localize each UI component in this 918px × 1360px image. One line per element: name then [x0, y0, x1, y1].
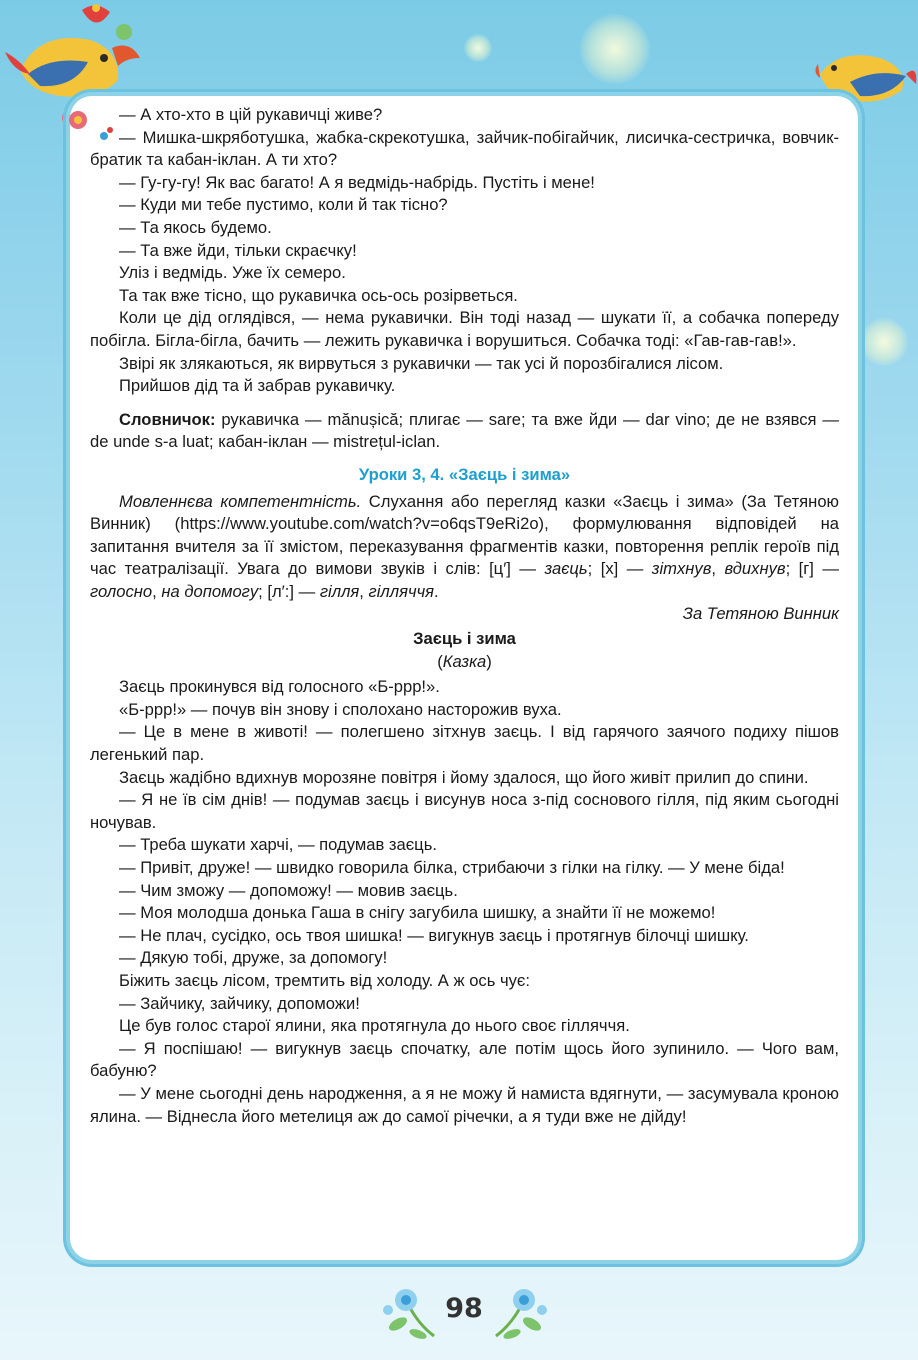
paragraph: — Моя молодша донька Гаша в снігу загубила шишку, а знайти її не можемо!	[119, 903, 716, 923]
lesson-heading: Уроки 3, 4. «Заєць і зима»	[358, 464, 571, 484]
paragraph: Прийшов дід та й забрав рукавичку.	[119, 376, 396, 396]
competence-text: .	[434, 581, 439, 601]
example-word: вдихнув	[724, 559, 786, 579]
competence-text: ,	[359, 581, 369, 601]
floral-ornament-right	[490, 1284, 552, 1346]
competence-text: ; [л′:] —	[258, 581, 320, 601]
paragraph: Це був голос старої ялини, яка протягнула до нього своє гілляччя.	[119, 1016, 630, 1036]
competence-text: ; [х] —	[587, 559, 652, 579]
page-number: 98	[445, 1293, 483, 1324]
paragraph: Звірі як злякаються, як вирвуться з рукавички — так усі й порозбігалися лісом.	[119, 353, 724, 373]
paragraph: Заєць жадібно вдихнув морозяне повітря і йому здалося, що його живіт прилип до спини.	[119, 767, 809, 787]
background-sparkle	[580, 14, 650, 84]
paren: (	[437, 651, 443, 671]
example-word: зітхнув	[651, 559, 712, 579]
paragraph: — Це в мене в животі! — полегшено зітхнув заєць. І від гарячого заячого подиху пішов легенький пар.	[90, 722, 839, 765]
story-title: Заєць і зима	[413, 629, 516, 649]
story-subtitle	[90, 651, 839, 674]
example-word: заєць	[544, 559, 588, 579]
competence-label: Мовленнєва компетентність.	[119, 491, 362, 511]
paragraph: — Дякую тобі, друже, за допомогу!	[119, 948, 388, 968]
background-sparkle	[860, 318, 908, 366]
competence-text: ,	[152, 581, 162, 601]
story-genre: Казка	[442, 651, 487, 671]
vocabulary-note	[90, 409, 839, 454]
competence-paragraph	[90, 491, 839, 604]
example-word: гілляччя	[368, 581, 435, 601]
paragraph: — Мишка-шкряботушка, жабка-скрекотушка, зайчик-побігайчик, лисичка-сестричка, вовчик-братик та кабан-іклан. А ти хто?	[90, 127, 839, 170]
paragraph: — Я поспішаю! — вигукнув заєць спочатку, але потім щось його зупинило. — Чого вам, бабуню?	[90, 1038, 839, 1081]
paragraph: — Куди ми тебе пустимо, коли й так тісно?	[119, 195, 448, 215]
example-word: голосно	[90, 581, 153, 601]
paragraph: — Та вже йди, тільки скраєчку!	[119, 240, 357, 260]
paragraph: — Привіт, друже! — швидко говорила білка, стрибаючи з гілки на гілку. — У мене біда!	[119, 858, 785, 877]
competence-text: Слухання або перегляд казки «Заєць і зима» (За Тетяною Винник) (https://www.youtube.com/watch?v=o6qsT9eRi2o), формулювання відповідей на запитання вчителя за її змістом, переказування фрагментів казки, повторення реплік героїв під час театралізації. Увага до вимови звуків і слів: [ц′] —	[90, 491, 839, 579]
paragraph: «Б-ррр!» — почув він знову і сполохано насторожив вуха.	[119, 699, 562, 719]
paragraph: — Я не їв сім днів! — подумав заєць і висунув носа з-під соснового гілля, під яким сьогодні ночував.	[90, 790, 839, 832]
paren: )	[486, 651, 492, 671]
paragraph: — Зайчику, зайчику, допоможи!	[119, 993, 360, 1013]
paragraph: — У мене сьогодні день народження, а я не можу й намиста вдягнути, — засумувала кроною ялина. — Віднесла його метелиця аж до самої річечки, а я туди вже не дійду!	[90, 1083, 839, 1126]
paragraph: — Гу-гу-гу! Як вас багато! А я ведмідь-набрідь. Пустіть і мене!	[119, 172, 595, 192]
example-word: гілля	[319, 581, 360, 601]
competence-text: ,	[711, 559, 725, 579]
floral-ornament-left	[378, 1284, 440, 1346]
vocabulary-text: рукавичка — mănușică; плигає — sare; та вже йди — dar vino; де не взявся — de unde s-a luat; кабан-іклан — mistrețul-iclan.	[90, 409, 839, 452]
paragraph: — Чим зможу — допоможу! — мовив заєць.	[119, 880, 458, 900]
paragraph: Біжить заєць лісом, тремтить від холоду. А ж ось чує:	[119, 970, 530, 990]
page-text	[90, 104, 839, 1128]
paragraph: Заєць прокинувся від голосного «Б-ррр!».	[119, 677, 440, 697]
competence-text: ; [г] —	[785, 559, 839, 579]
paragraph: Уліз і ведмідь. Уже їх семеро.	[119, 263, 346, 283]
paragraph: Та так вже тісно, що рукавичка ось-ось розірветься.	[119, 285, 518, 305]
paragraph: — Треба шукати харчі, — подумав заєць.	[119, 835, 437, 855]
background-sparkle	[464, 34, 492, 62]
vocabulary-label: Словничок:	[119, 409, 216, 429]
example-word: на допомогу	[161, 581, 259, 601]
paragraph: — Та якось будемо.	[119, 217, 272, 237]
story-author: За Тетяною Винник	[682, 604, 839, 624]
paragraph: — А хто-хто в цій рукавичці живе?	[119, 105, 383, 124]
paragraph: Коли це дід оглядівся, — нема рукавички. Він тоді назад — шукати її, а собачка попереду побігла. Бігла-бігла, бачить — лежить рукавичка і ворушиться. Собачка тоді: «Гав-гав-гав!».	[90, 308, 839, 350]
paragraph: — Не плач, сусідко, ось твоя шишка! — вигукнув заєць і протягнув білочці шишку.	[119, 925, 749, 945]
